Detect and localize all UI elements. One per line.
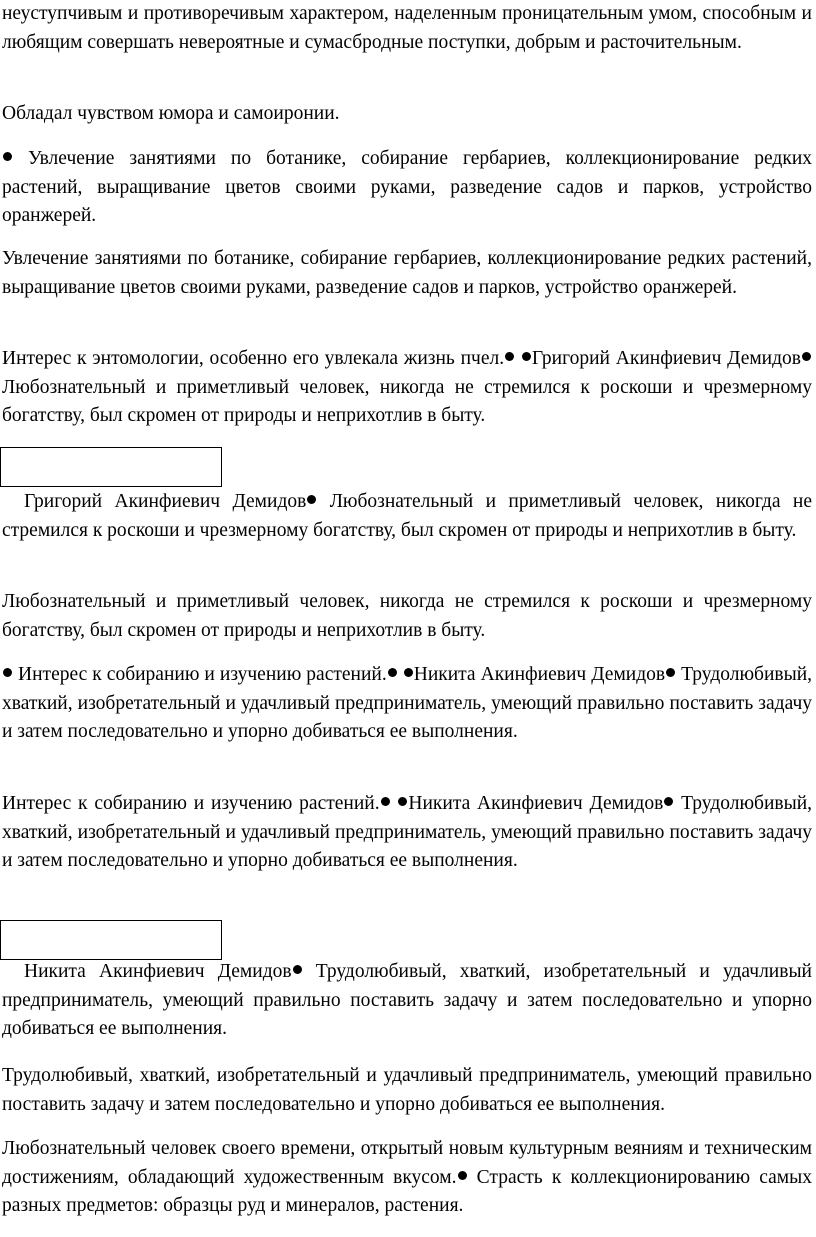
person-name: Никита Акинфиевич Демидов <box>413 664 666 685</box>
paragraph-text: Трудолюбивый, хваткий, изобретательный и удачливый предприниматель, умеющий правильно поставить задачу и затем последовательно и упорно добиваться ее выполнения. <box>2 793 813 871</box>
paragraph-character <box>2 0 812 57</box>
paragraph-text: Интерес к энтомологии, особенно его увлекала жизнь пчел. <box>2 348 505 369</box>
paragraph-botany <box>2 245 812 302</box>
bullet-icon <box>388 668 397 677</box>
paragraph-text: Увлечение занятиями по ботанике, собирание гербариев, коллекционирование редких растений, выращивание цветов своими руками, разведение садов и парков, устройство оранжерей. <box>2 148 813 226</box>
person-name: Григорий Акинфиевич Демидов <box>531 348 801 369</box>
paragraph-text: Трудолюбивый, хваткий, изобретательный и удачливый предприниматель, умеющий правильно поставить задачу и затем последовательно и упорно добиваться ее выполнения. <box>2 1065 812 1115</box>
paragraph-text: Любознательный и приметливый человек, никогда не стремился к роскоши и чрезмерному богатству, был скромен от природы и неприхотлив в быту. <box>2 376 812 426</box>
bullet-icon <box>505 352 514 361</box>
paragraph-text: Страсть к коллекционированию самых разных предметов: образцы руд и минералов, растения. <box>2 1166 812 1216</box>
bullet-paragraph-botany <box>2 145 812 231</box>
person-name: Никита Акинфиевич Демидов <box>408 793 664 814</box>
person-name: Григорий Акинфиевич Демидов <box>24 491 307 512</box>
bullet-icon <box>3 152 12 161</box>
paragraph-text: Обладал чувством юмора и самоиронии. <box>2 103 340 124</box>
paragraph-humor <box>2 100 812 129</box>
paragraph-hardworking <box>2 1062 812 1119</box>
paragraph-entomology <box>2 345 812 431</box>
paragraph-text: Интерес к собиранию и изучению растений. <box>18 664 387 685</box>
paragraph-text: Любознательный и приметливый человек, никогда не стремился к роскоши и чрезмерному богатству, был скромен от природы и неприхотлив в быту. <box>2 491 812 541</box>
paragraph-curious <box>2 588 812 645</box>
bullet-icon <box>3 668 12 677</box>
bullet-icon <box>666 668 675 677</box>
paragraph-plants <box>2 790 812 876</box>
bullet-icon <box>664 797 673 806</box>
bullet-icon <box>293 965 302 974</box>
bullet-icon <box>802 352 811 361</box>
bullet-icon <box>398 797 407 806</box>
paragraph-text: Любознательный и приметливый человек, никогда не стремился к роскоши и чрезмерному богатству, был скромен от природы и неприхотлив в быту. <box>2 591 812 641</box>
paragraph-text: Увлечение занятиями по ботанике, собирание гербариев, коллекционирование редких растений, выращивание цветов своими руками, разведение садов и парков, устройство оранжерей. <box>2 248 812 298</box>
paragraph-grigory <box>2 488 812 545</box>
bullet-icon <box>307 495 316 504</box>
bullet-icon <box>404 668 413 677</box>
bullet-icon <box>522 352 531 361</box>
paragraph-text: Трудолюбивый, хваткий, изобретательный и удачливый предприниматель, умеющий правильно поставить задачу и затем последовательно и упорно добиваться ее выполнения. <box>2 961 812 1039</box>
bullet-paragraph-plants <box>2 661 812 747</box>
paragraph-collector <box>2 1135 812 1221</box>
image-placeholder-frame <box>0 447 222 487</box>
bullet-icon <box>381 797 390 806</box>
paragraph-text: Любознательный человек своего времени, открытый новым культурным веяниям и техническим достижениям, обладающий художественным вкусом. <box>2 1138 812 1188</box>
paragraph-text: неуступчивым и противоречивым характером, наделенным проницательным умом, способным и любящим совершать невероятные и сумасбродные поступки, добрым и расточительным. <box>2 3 812 53</box>
bullet-icon <box>458 1171 467 1180</box>
paragraph-nikita <box>2 958 812 1044</box>
paragraph-text: Интерес к собиранию и изучению растений. <box>2 793 380 814</box>
paragraph-text: Трудолюбивый, хваткий, изобретательный и удачливый предприниматель, умеющий правильно поставить задачу и затем последовательно и упорно добиваться ее выполнения. <box>2 664 813 742</box>
person-name: Никита Акинфиевич Демидов <box>24 961 292 982</box>
image-placeholder-frame <box>0 920 222 960</box>
